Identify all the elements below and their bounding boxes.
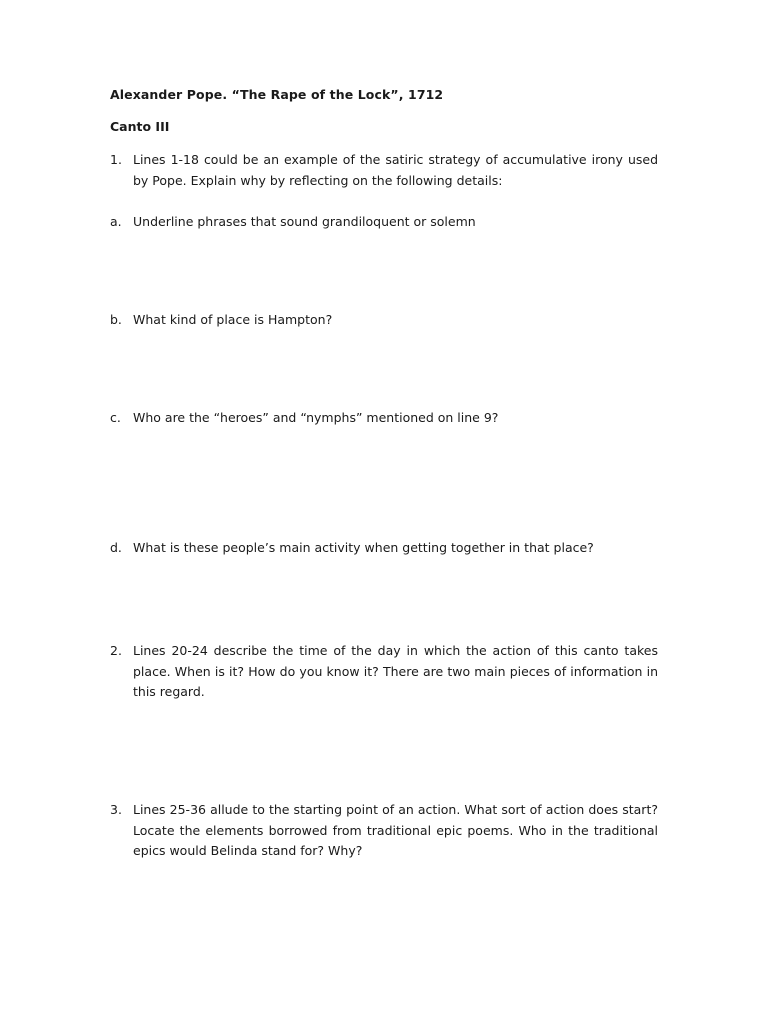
question-1b bbox=[110, 310, 658, 331]
question-marker: d. bbox=[110, 540, 122, 555]
question-text: Lines 20-24 describe the time of the day in which the action of this canto takes place. When is it? How do you know it? There are two main pieces of information in this regard. bbox=[133, 643, 658, 699]
question-text: Lines 25-36 allude to the starting point of an action. What sort of action does start? Locate the elements borrowed from traditional epic poems. Who in the traditional epics would Belinda stand for? Why? bbox=[133, 802, 658, 858]
question-marker: 2. bbox=[110, 643, 122, 658]
question-text: What is these people’s main activity when getting together in that place? bbox=[133, 540, 594, 555]
question-2 bbox=[110, 641, 658, 703]
question-1c bbox=[110, 408, 658, 429]
question-text: Lines 1-18 could be an example of the satiric strategy of accumulative irony used by Pope. Explain why by reflecting on the following details: bbox=[133, 152, 658, 188]
question-marker: 3. bbox=[110, 802, 122, 817]
canto-heading: Canto III bbox=[110, 119, 170, 134]
question-1a bbox=[110, 212, 658, 233]
question-3 bbox=[110, 800, 658, 862]
question-marker: c. bbox=[110, 410, 121, 425]
question-text: What kind of place is Hampton? bbox=[133, 312, 333, 327]
question-1d bbox=[110, 538, 658, 559]
question-text: Underline phrases that sound grandiloquent or solemn bbox=[133, 214, 476, 229]
document-title: Alexander Pope. “The Rape of the Lock”, 1712 bbox=[110, 87, 444, 102]
question-text: Who are the “heroes” and “nymphs” mentioned on line 9? bbox=[133, 410, 499, 425]
question-marker: a. bbox=[110, 214, 122, 229]
question-1 bbox=[110, 150, 658, 191]
question-marker: b. bbox=[110, 312, 122, 327]
question-marker: 1. bbox=[110, 152, 122, 167]
